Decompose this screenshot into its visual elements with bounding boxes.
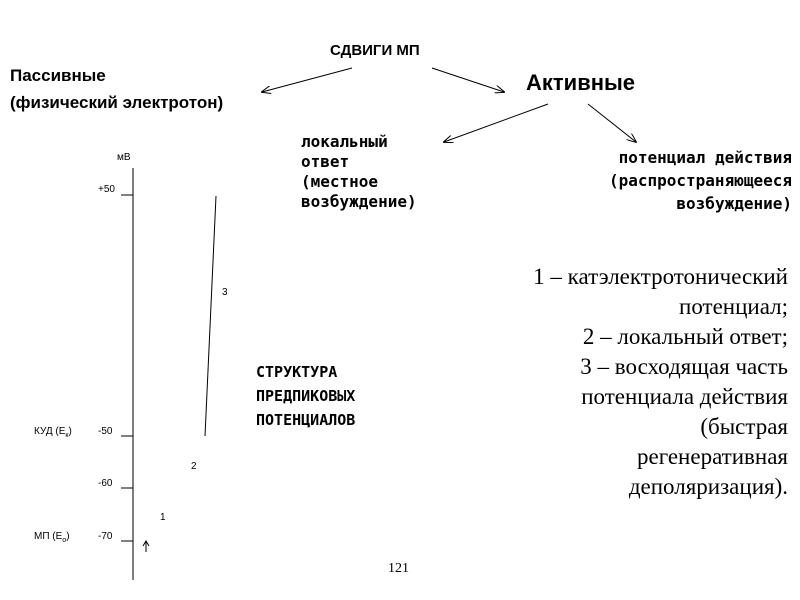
axis-unit: мВ [117, 152, 131, 163]
tick-label-m50: -50 [98, 426, 113, 437]
structure-line-1: СТРУКТУРА [256, 363, 338, 381]
local-response-label [301, 132, 417, 212]
mp-text: МП (E [34, 531, 63, 542]
page-number: 121 [388, 561, 409, 576]
structure-title [256, 360, 355, 432]
desc-line: 3 – восходящая часть [580, 354, 788, 379]
mp-label [34, 531, 70, 544]
arrow-to-ap [588, 104, 636, 142]
desc-line: 2 – локальный ответ; [582, 324, 788, 349]
passive-heading: Пассивные [10, 66, 106, 85]
tick-label-m60: -60 [98, 478, 113, 489]
structure-line-3: ПОТЕНЦИАЛОВ [256, 411, 356, 429]
local-line-3: (местное [301, 172, 379, 191]
local-line-2: ответ [301, 152, 350, 171]
action-potential-label [609, 146, 792, 215]
local-line-1: локальный [301, 132, 388, 151]
curve-3-rising-phase [205, 196, 216, 436]
desc-line: деполяризация). [628, 474, 788, 499]
desc-line: потенциал; [679, 294, 788, 319]
curve-label-3: 3 [222, 287, 228, 298]
desc-line: (быстрая [700, 414, 788, 439]
active-heading: Активные [526, 70, 636, 95]
tick-label-m70: -70 [98, 531, 113, 542]
curve-label-2: 2 [191, 461, 197, 472]
mp-sub: о [62, 537, 67, 544]
arrow-to-active [432, 68, 504, 92]
ap-line-3: возбуждение) [676, 194, 792, 213]
desc-line: 1 – катэлектротонический [533, 264, 788, 289]
local-line-4: возбуждение) [301, 192, 417, 211]
curve-label-1: 1 [160, 512, 166, 523]
ap-line-2: (распространяющееся [608, 171, 792, 190]
mp-close: ) [66, 531, 70, 542]
tick-label-p50: +50 [98, 184, 115, 195]
desc-line: потенциала действия [581, 384, 788, 409]
kud-close: ) [68, 426, 72, 437]
passive-subheading: (физический электротон) [10, 93, 224, 112]
arrow-to-local [444, 104, 548, 142]
arrow-to-passive [262, 68, 352, 92]
kud-sub: к [65, 432, 69, 439]
diagram-title: СДВИГИ МП [330, 42, 420, 59]
desc-line: регенеративная [637, 444, 788, 469]
kud-text: КУД (E [34, 426, 66, 437]
kud-label [34, 426, 72, 439]
structure-line-2: ПРЕДПИКОВЫХ [256, 387, 356, 405]
legend-description [533, 262, 788, 502]
ap-line-1: потенциал действия [618, 148, 792, 167]
